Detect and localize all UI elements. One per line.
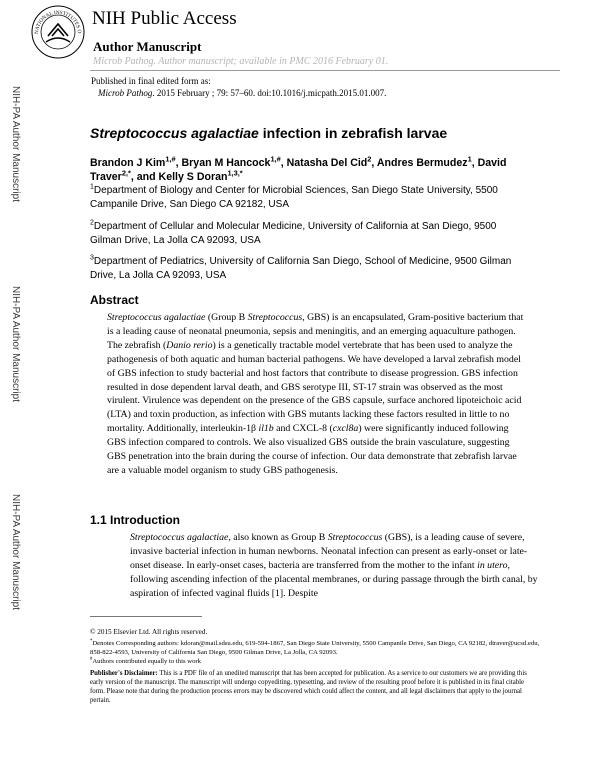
intro-body: Streptococcus agalactiae, also known as Group B Streptococcus (GBS), is a leading cause of severe, invasive bacterial infection in human newborns. Neonatal infection can present as early-onset or late-onset disease. In early-onset cases, bacteria are transferred from the mother to the infant in utero, following ascending infection of the placental membranes, or during passage through the birth canal, by aspiration of infected vaginal fluids [1]. Despite <box>130 532 538 599</box>
affiliation <box>90 220 530 248</box>
citation-journal: Microb Pathog <box>98 88 153 98</box>
author-affil-mark: 2,* <box>121 168 131 178</box>
author-list: Brandon J Kim$^{1,\#}$, Bryan M Hancock$^{1,\#}$, Natasha Del Cid$^2$, Andres Bermudez$^1$, David Traver$^{2,*}$, and Kelly S Doran$^{1,3,*}$ <box>90 154 507 183</box>
author: Bryan M Hancock <box>181 157 271 169</box>
article-title-species: Streptococcus agalactiae <box>90 125 259 141</box>
abstract-body: Streptococcus agalactiae (Group B Streptococcus, GBS) is an encapsulated, Gram-positive bacterium that is a leading cause of neonatal pneumonia, sepsis and meningitis, and an emerging aquaculture pathogen. The zebrafish (Danio rerio) is a genetically tractable model vertebrate that has been used to analyze the pathogenesis of both aquatic and human bacterial pathogens. We have developed a larval zebrafish model of GBS infection to study bacterial and host factors that contribute to disease progression. GBS infection resulted in dose dependent larval death, and GBS serotype III, ST-17 strain was observed as the most virulent. Virulence was dependent on the presence of the GBS capsule, surface anchored lipoteichoic acid (LTA) and toxin production, as infection with GBS mutants lacking these factors resulted in little to no mortality. Additionally, interleukin-1β il1b and CXCL-8 (cxcl8a) were significantly induced following GBS infection compared to controls. We also visualized GBS outside the brain vasculature, suggesting GBS penetration into the brain during the course of infection. Our data demonstrate that zebrafish larvae are a valuable model organism to study GBS pathogenesis. <box>107 312 524 476</box>
svg-text:NATIONAL INSTITUTES OF HEALTH <box>30 4 82 34</box>
affiliation-number: 1 <box>90 183 94 191</box>
author-affil-mark: 1,3,* <box>227 168 243 178</box>
article-title-rest: infection in zebrafish larvae <box>258 125 448 141</box>
header-status: Microb Pathog. Author manuscript; available in PMC 2016 February 01. <box>93 56 389 67</box>
equal-contribution-note: #Authors contributed equally to this work <box>90 656 201 665</box>
affiliation-text: Department of Pediatrics, University of California San Diego, School of Medicine, 9500 Gilman Drive, La Jolla CA 92093, USA <box>90 256 512 281</box>
published-label: Published in final edited form as: <box>91 76 211 86</box>
header-divider <box>90 70 560 71</box>
author: Brandon J Kim <box>90 157 166 169</box>
citation-details: . 2015 February ; 79: 57–60. doi:10.1016/j.micpath.2015.01.007. <box>152 88 387 98</box>
copyright-notice: © 2015 Elsevier Ltd. All rights reserved. <box>90 628 208 636</box>
author-affil-mark: 1,# <box>165 154 176 164</box>
affiliation-number: 3 <box>90 254 94 262</box>
author-affil-mark: 1 <box>467 154 472 164</box>
affiliation <box>90 184 530 212</box>
author: David Traver <box>90 157 507 183</box>
abstract-heading: Abstract <box>90 293 139 307</box>
affiliation-text: Department of Cellular and Molecular Medicine, University of California at San Diego, 9500 Gilman Drive, La Jolla CA 92093, USA <box>90 221 497 246</box>
author: Natasha Del Cid <box>286 157 368 169</box>
affiliation <box>90 255 530 283</box>
logo-text: NATIONAL INSTITUTES O <box>33 9 83 35</box>
article-title <box>90 125 447 141</box>
author-affil-mark: 2 <box>367 154 372 164</box>
nih-logo <box>30 4 86 60</box>
citation <box>98 88 386 99</box>
affiliation-number: 2 <box>90 219 94 227</box>
header-title: NIH Public Access <box>92 8 237 29</box>
footnote-divider <box>90 616 202 617</box>
author-affil-mark: 1,# <box>270 154 281 164</box>
author: Andres Bermudez <box>376 157 468 169</box>
publisher-disclaimer: Publisher's Disclaimer: This is a PDF file of an unedited manuscript that has been accepted for publication. As a service to our customers we are providing this early version of the manuscript. The manuscript will undergo copyediting, typesetting, and review of the resulting proof before it is published in its final citable form. Please note that during the production process errors may be discovered which could affect the content, and all legal disclaimers that apply to the journal pertain. <box>90 670 527 704</box>
intro-heading: 1.1 Introduction <box>90 513 180 527</box>
author: Kelly S Doran <box>158 171 228 183</box>
corresponding-authors-note: *Denotes Corresponding authors: kdoran@mail.sdsu.edu, 619-594-1867, San Diego State University, 5500 Campanile Drive, San Diego, CA 92182, dtraver@ucsd.edu, 858-822-4593, University of California San Diego, 9500 Gilman Drive, La Jolla, CA 92093. <box>90 638 540 656</box>
affiliation-text: Department of Biology and Center for Microbial Sciences, San Diego State University, 5500 Campanile Drive, San Diego CA 92182, USA <box>90 185 498 210</box>
header-subtitle: Author Manuscript <box>93 39 202 54</box>
